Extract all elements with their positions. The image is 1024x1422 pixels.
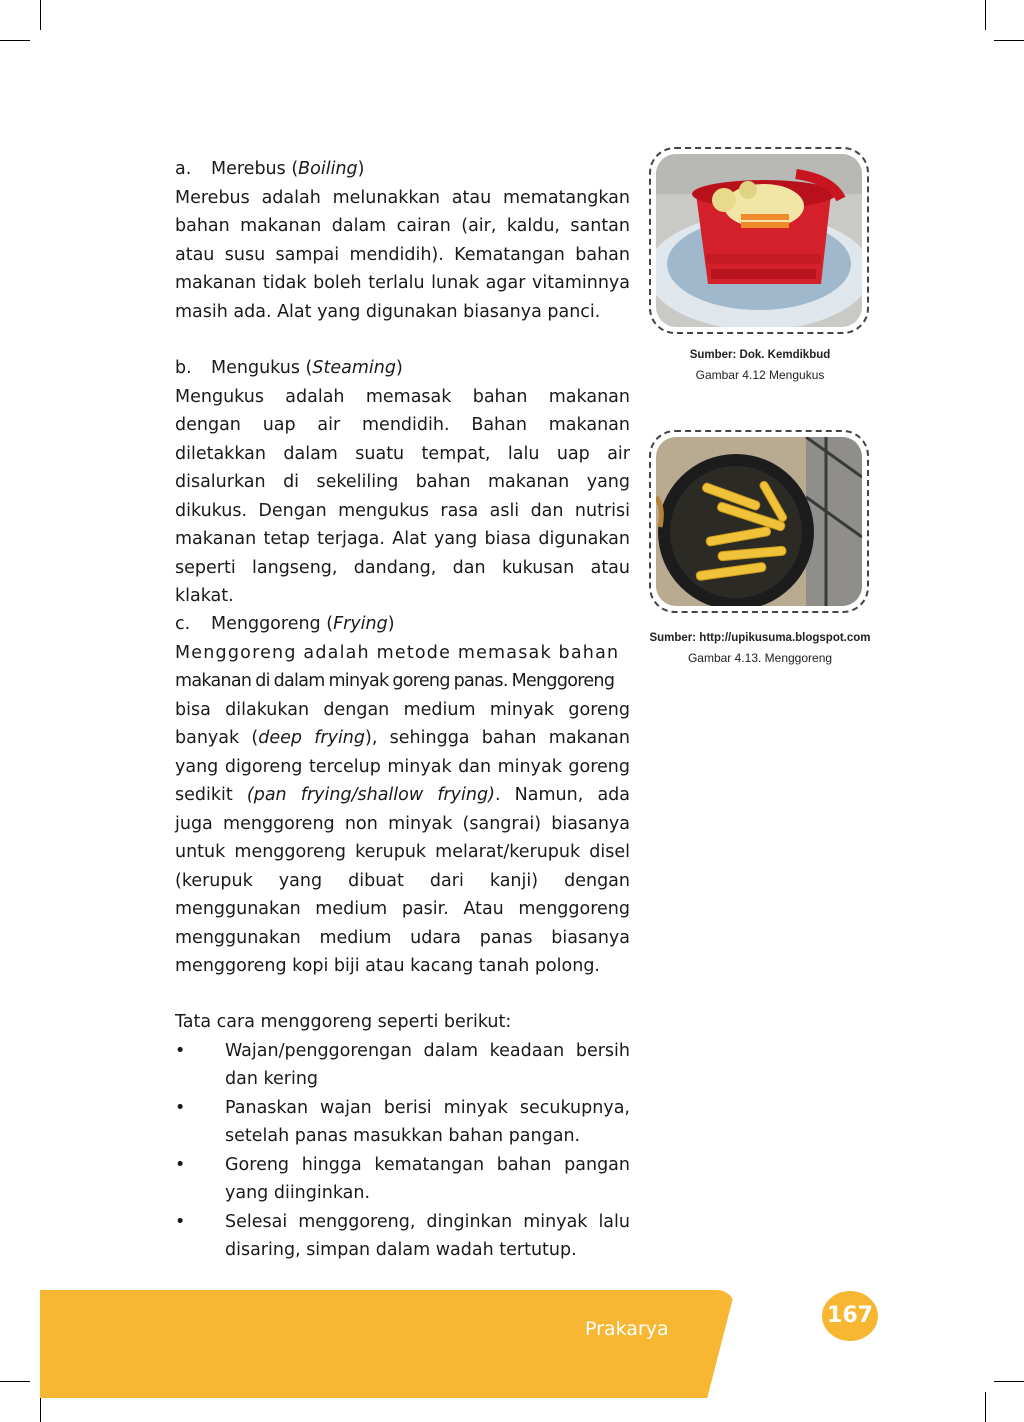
section-body: Merebus adalah melunakkan atau mematangkan bahan makanan dalam cairan (air, kaldu, santan atau susu sampai mendidih). Kematangan bahan makanan tidak boleh terlalu lunak agar vitaminnya masih ada. Alat yang digunakan biasanya panci. <box>175 187 630 322</box>
body-italic: deep frying <box>258 728 366 748</box>
figure-title: Gambar 4.13. Menggoreng <box>687 651 833 665</box>
crop-mark <box>985 0 986 30</box>
list-item <box>175 1037 630 1094</box>
figure-title: Gambar 4.12 Mengukus <box>695 368 825 382</box>
crop-mark <box>994 1381 1024 1382</box>
section-heading: c. Menggoreng (Frying) <box>175 610 630 639</box>
steamer-photo <box>649 147 869 334</box>
bullet-icon: • <box>175 1097 186 1118</box>
section-title-en: Frying <box>333 614 388 634</box>
section-heading: a. Merebus (Boiling) <box>175 155 630 184</box>
figure-source: Sumber: http://upikusuma.blogspot.com <box>649 632 871 644</box>
section-frying <box>175 610 630 981</box>
list-item <box>175 1151 630 1208</box>
section-title: Mengukus <box>211 358 300 378</box>
section-letter: b. <box>175 358 192 378</box>
frying-steps <box>175 1008 630 1265</box>
figure-caption <box>650 345 870 385</box>
section-body-line: makanan di dalam minyak goreng panas. Menggoreng <box>175 671 615 691</box>
figure-caption <box>640 628 880 668</box>
list-item-text: Selesai menggoreng, dinginkan minyak lalu disaring, simpan dalam wadah tertutup. <box>225 1211 630 1260</box>
list-item-text: Goreng hingga kematangan bahan pangan yang diinginkan. <box>225 1154 630 1203</box>
section-title-en: Boiling <box>298 159 358 179</box>
section-boiling <box>175 155 630 326</box>
crop-mark <box>0 1381 30 1382</box>
steps-list <box>175 1037 630 1265</box>
body-text: ), sehingga bahan makanan yang digoreng tercelup minyak dan minyak goreng sedikit <box>175 728 631 805</box>
section-body-line: Menggoreng adalah metode memasak bahan <box>175 642 620 663</box>
section-title: Menggoreng <box>211 614 321 634</box>
list-item <box>175 1208 630 1265</box>
crop-mark <box>994 40 1024 41</box>
body-italic: (pan frying/shallow frying) <box>246 785 495 805</box>
list-item-text: Wajan/penggorengan dalam keadaan bersih dan kering <box>225 1040 630 1089</box>
figure-source: Sumber: Dok. Kemdikbud <box>689 349 831 361</box>
crop-mark <box>40 0 41 30</box>
section-title: Merebus <box>211 159 286 179</box>
list-item <box>175 1094 630 1151</box>
section-heading: b. Mengukus (Steaming) <box>175 354 630 383</box>
crop-mark <box>0 40 30 41</box>
section-title-en: Steaming <box>312 358 396 378</box>
body-text: bisa dilakukan dengan medium minyak goreng banyak ( <box>175 699 630 748</box>
steamer-image <box>656 154 862 327</box>
crop-mark <box>985 1392 986 1422</box>
bullet-icon: • <box>175 1040 186 1061</box>
bullet-icon: • <box>175 1154 186 1175</box>
section-body <box>175 696 630 981</box>
steps-intro: Tata cara menggoreng seperti berikut: <box>175 1012 512 1032</box>
frying-pan-image <box>656 437 862 606</box>
section-body: Mengukus adalah memasak bahan makanan dengan uap air mendidih. Bahan makanan diletakkan dalam suatu tempat, lalu uap air disalurkan di sekeliling bahan makanan yang dikukus. Dengan mengukus rasa asli dan nutrisi makanan tetap terjaga. Alat yang biasa digunakan seperti langseng, dandang, dan kukusan atau klakat. <box>175 386 630 606</box>
list-item-text: Panaskan wajan berisi minyak secukupnya, setelah panas masukkan bahan pangan. <box>225 1097 630 1146</box>
body-text: . Namun, ada juga menggoreng non minyak (sangrai) biasanya untuk menggoreng kerupuk melarat/kerupuk disel (kerupuk yang dibuat dari kanji) dengan menggunakan medium pasir. Atau menggoreng menggunakan medium udara panas biasanya menggoreng kopi biji atau kacang tanah polong. <box>175 785 631 976</box>
footer-bar <box>40 1290 735 1398</box>
subject-label: Prakarya <box>585 1318 669 1340</box>
section-steaming <box>175 354 630 611</box>
section-letter: c. <box>175 614 191 634</box>
frying-photo <box>649 430 869 613</box>
page-number: 167 <box>822 1291 878 1341</box>
bullet-icon: • <box>175 1211 186 1232</box>
section-letter: a. <box>175 159 192 179</box>
